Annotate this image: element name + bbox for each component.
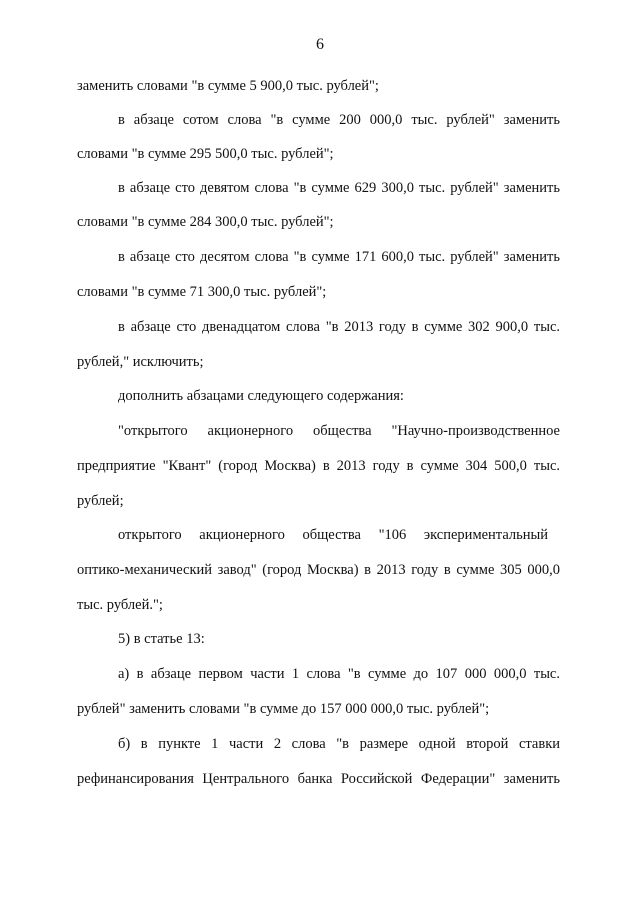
text-line: рублей" заменить словами "в сумме до 157 000 000,0 тыс. рублей"; [77, 701, 490, 717]
text-line: "открытого акционерного общества "Научно-производственное [118, 423, 560, 439]
text-line: словами "в сумме 284 300,0 тыс. рублей"; [77, 214, 334, 230]
text-line: словами "в сумме 71 300,0 тыс. рублей"; [77, 284, 327, 300]
text-line: открытого акционерного общества "106 экспериментальный [118, 527, 548, 543]
text-line: в абзаце сто девятом слова "в сумме 629 300,0 тыс. рублей" заменить [118, 180, 560, 196]
text-line: в абзаце сотом слова "в сумме 200 000,0 тыс. рублей" заменить [118, 112, 560, 128]
text-line: рефинансирования Центрального банка Российской Федерации" заменить [77, 771, 560, 787]
text-line: дополнить абзацами следующего содержания: [118, 388, 404, 404]
text-line: 5) в статье 13: [118, 631, 205, 647]
page-number: 6 [316, 36, 324, 53]
text-line: б) в пункте 1 части 2 слова "в размере одной второй ставки [118, 736, 560, 752]
text-line: а) в абзаце первом части 1 слова "в сумме до 107 000 000,0 тыс. [118, 666, 560, 682]
text-line: рублей; [77, 493, 124, 509]
text-line: в абзаце сто двенадцатом слова "в 2013 году в сумме 302 900,0 тыс. [118, 319, 560, 335]
text-line: предприятие "Квант" (город Москва) в 2013 году в сумме 304 500,0 тыс. [77, 458, 560, 474]
text-line: оптико-механический завод" (город Москва) в 2013 году в сумме 305 000,0 [77, 562, 560, 578]
text-line: словами "в сумме 295 500,0 тыс. рублей"; [77, 146, 334, 162]
text-line: заменить словами "в сумме 5 900,0 тыс. рублей"; [77, 78, 379, 94]
text-line: в абзаце сто десятом слова "в сумме 171 600,0 тыс. рублей" заменить [118, 249, 560, 265]
text-line: рублей," исключить; [77, 354, 204, 370]
text-line: тыс. рублей."; [77, 597, 163, 613]
